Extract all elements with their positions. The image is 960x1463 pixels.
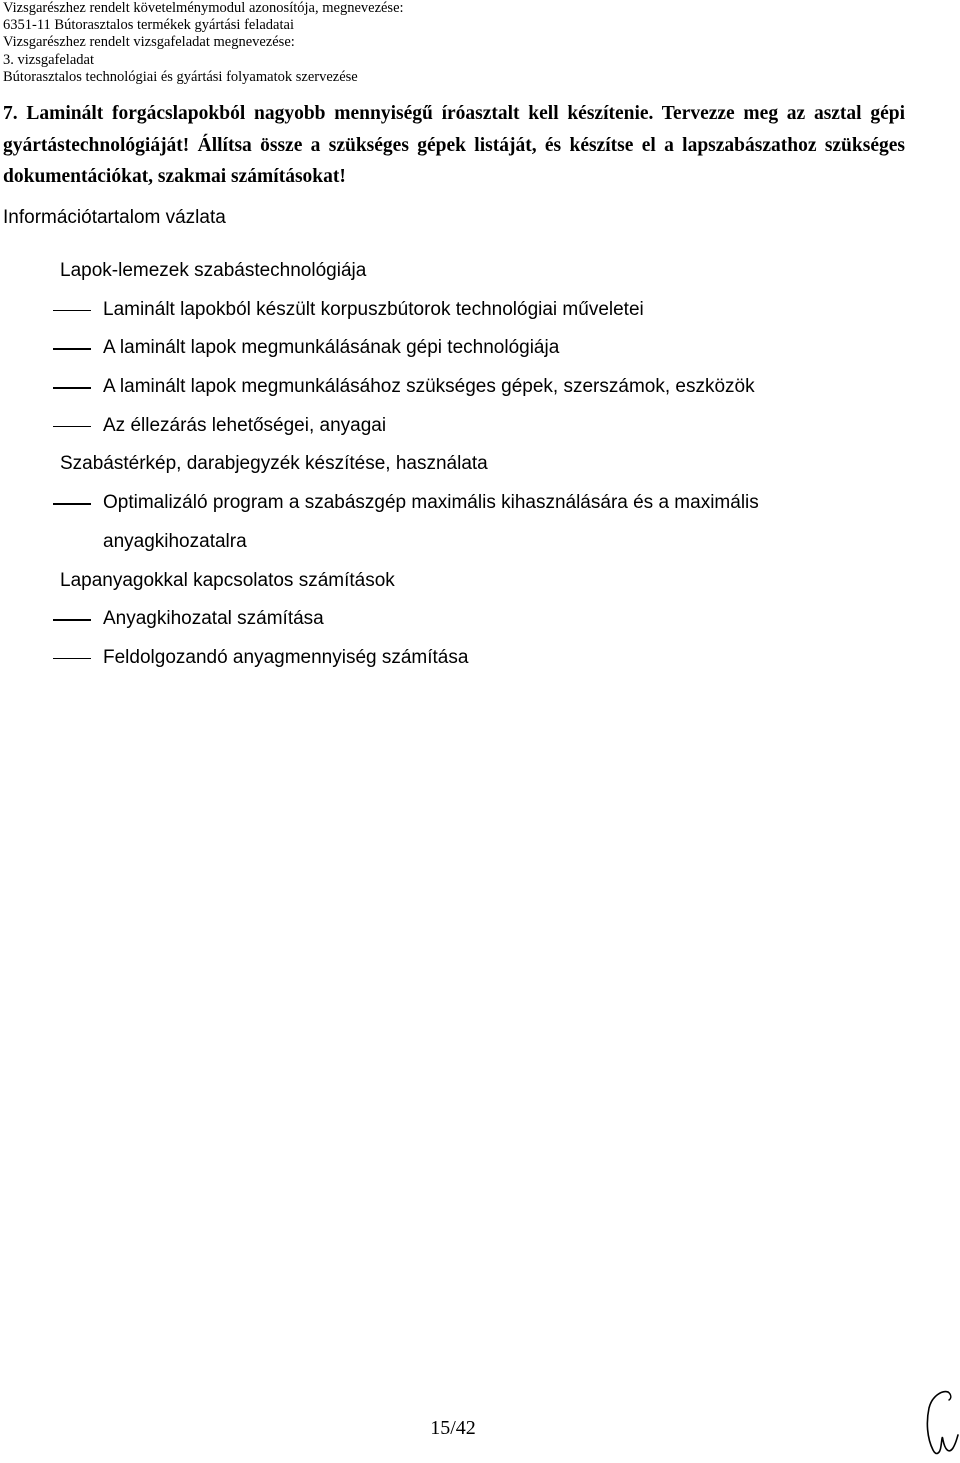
- outline-subtopic: [0, 330, 960, 369]
- document-header: [3, 0, 943, 86]
- outline-subtopic-label: A laminált lapok megmunkálásához szükséges gépek, szerszámok, eszközök: [103, 376, 755, 398]
- header-line: Vizsgarészhez rendelt követelménymodul azonosítója, megnevezése:: [3, 0, 404, 16]
- page-number: 15/42: [430, 1417, 476, 1439]
- outline-subtopic-label: Optimalizáló program a szabászgép maximális kihasználására és a maximális: [103, 492, 759, 514]
- header-line: Bútorasztalos technológiai és gyártási folyamatok szervezése: [3, 68, 358, 85]
- dash-bullet-icon: [53, 619, 91, 621]
- outline-topic-label: Lapok-lemezek szabástechnológiája: [60, 260, 367, 281]
- outline-topic: [0, 563, 960, 602]
- signature-icon: [918, 1388, 960, 1460]
- outline-subtopic: [0, 408, 960, 447]
- outline-topic: [0, 253, 960, 292]
- dash-bullet-icon: [53, 387, 91, 389]
- dash-bullet-icon: [53, 348, 91, 350]
- outline-subtopic: [0, 485, 960, 524]
- header-line: 3. vizsgafeladat: [3, 51, 94, 68]
- outline-topic-label: Szabástérkép, darabjegyzék készítése, használata: [60, 453, 488, 475]
- outline-topic-label: Lapanyagokkal kapcsolatos számítások: [60, 569, 395, 591]
- outline-subtopic-continuation: [0, 524, 960, 563]
- task-statement: 7. Laminált forgácslapokból nagyobb mennyiségű íróasztalt kell készítenie. Tervezze meg az asztal gépi gyártástechnológiáját! Állítsa össze a szükséges gépek listáját, és készítse el a lapszabászathoz szükséges dokumentációkat, szakmai számításokat!: [3, 103, 905, 187]
- dash-bullet-icon: [53, 310, 91, 312]
- outline-subtopic-label: Feldolgozandó anyagmennyiség számítása: [103, 646, 469, 668]
- outline-subtopic-label: Az éllezárás lehetőségei, anyagai: [103, 414, 387, 436]
- outline-subtopic: [0, 640, 960, 679]
- dash-bullet-icon: [53, 658, 91, 660]
- header-line: 6351-11 Bútorasztalos termékek gyártási feladatai: [3, 17, 294, 34]
- header-line: Vizsgarészhez rendelt vizsgafeladat megnevezése:: [3, 34, 295, 51]
- outline-topic: [0, 446, 960, 485]
- outline-subtopic: [0, 601, 960, 640]
- content-outline: [0, 253, 960, 679]
- outline-subtopic-label: Anyagkihozatal számítása: [103, 608, 324, 630]
- dash-bullet-icon: [53, 426, 91, 428]
- outline-subtopic: [0, 292, 960, 331]
- outline-subtopic-label: A laminált lapok megmunkálásának gépi technológiája: [103, 337, 560, 359]
- outline-subtopic: [0, 369, 960, 408]
- section-title: Információtartalom vázlata: [3, 207, 226, 228]
- outline-subtopic-label: anyagkihozatalra: [103, 530, 247, 552]
- outline-subtopic-label: Laminált lapokból készült korpuszbútorok technológiai műveletei: [103, 298, 644, 320]
- dash-bullet-icon: [53, 503, 91, 505]
